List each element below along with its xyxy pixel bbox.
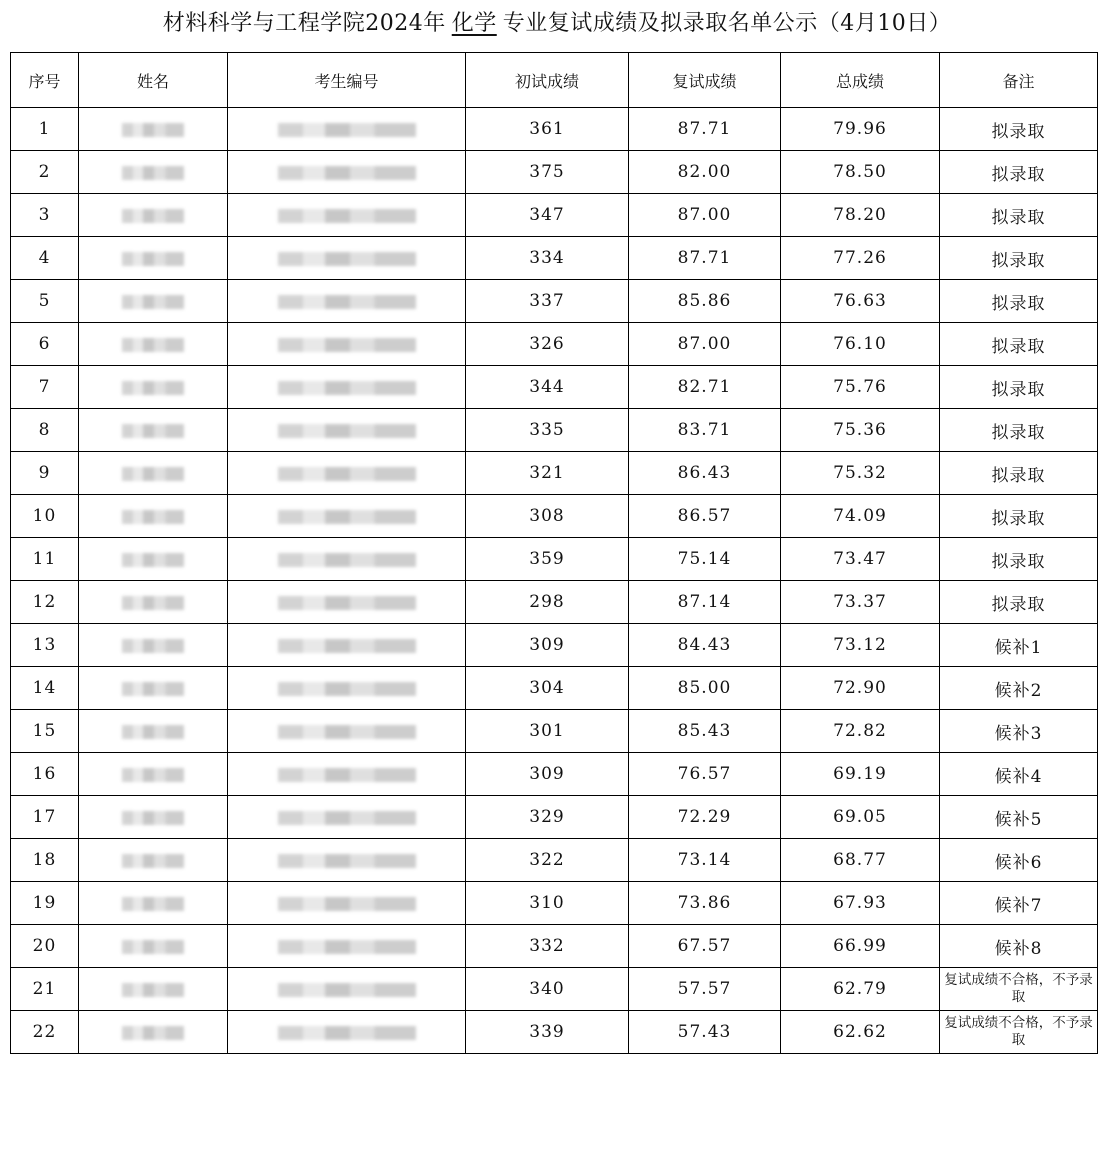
cell-retest-score: 84.43 (629, 624, 781, 667)
cell-note: 候补5 (940, 796, 1098, 839)
cell-index: 6 (11, 323, 79, 366)
table-row (11, 280, 1098, 323)
cell-retest-score: 87.14 (629, 581, 781, 624)
redacted-candidate-id (278, 338, 416, 352)
cell-total-score: 69.05 (781, 796, 940, 839)
cell-name (79, 280, 228, 323)
redacted-candidate-id (278, 381, 416, 395)
cell-total-score: 78.20 (781, 194, 940, 237)
cell-note: 拟录取 (940, 108, 1098, 151)
cell-retest-score: 87.00 (629, 323, 781, 366)
cell-total-score: 62.62 (781, 1011, 940, 1054)
cell-retest-score: 73.14 (629, 839, 781, 882)
redacted-name (122, 639, 184, 653)
cell-candidate-id (228, 323, 466, 366)
cell-retest-score: 87.00 (629, 194, 781, 237)
cell-total-score: 73.37 (781, 581, 940, 624)
cell-note: 拟录取 (940, 237, 1098, 280)
cell-index: 5 (11, 280, 79, 323)
cell-index: 22 (11, 1011, 79, 1054)
cell-name (79, 452, 228, 495)
cell-total-score: 75.76 (781, 366, 940, 409)
cell-initial-score: 340 (466, 968, 629, 1011)
cell-initial-score: 304 (466, 667, 629, 710)
cell-retest-score: 82.71 (629, 366, 781, 409)
cell-index: 13 (11, 624, 79, 667)
redacted-candidate-id (278, 295, 416, 309)
cell-note: 候补2 (940, 667, 1098, 710)
cell-candidate-id (228, 280, 466, 323)
cell-total-score: 72.90 (781, 667, 940, 710)
cell-initial-score: 361 (466, 108, 629, 151)
cell-name (79, 409, 228, 452)
cell-candidate-id (228, 667, 466, 710)
cell-candidate-id (228, 753, 466, 796)
redacted-name (122, 553, 184, 567)
redacted-candidate-id (278, 166, 416, 180)
cell-retest-score: 85.00 (629, 667, 781, 710)
redacted-name (122, 252, 184, 266)
redacted-candidate-id (278, 897, 416, 911)
table-row (11, 452, 1098, 495)
redacted-candidate-id (278, 768, 416, 782)
results-table (10, 52, 1098, 1054)
cell-initial-score: 329 (466, 796, 629, 839)
redacted-name (122, 123, 184, 137)
cell-candidate-id (228, 452, 466, 495)
cell-note: 候补1 (940, 624, 1098, 667)
cell-total-score: 68.77 (781, 839, 940, 882)
cell-initial-score: 308 (466, 495, 629, 538)
cell-candidate-id (228, 839, 466, 882)
cell-retest-score: 83.71 (629, 409, 781, 452)
table-row (11, 151, 1098, 194)
table-header-row (11, 53, 1098, 108)
cell-name (79, 753, 228, 796)
redacted-name (122, 682, 184, 696)
cell-name (79, 1011, 228, 1054)
redacted-candidate-id (278, 123, 416, 137)
cell-initial-score: 334 (466, 237, 629, 280)
cell-initial-score: 322 (466, 839, 629, 882)
cell-candidate-id (228, 581, 466, 624)
table-row (11, 839, 1098, 882)
cell-name (79, 882, 228, 925)
cell-initial-score: 298 (466, 581, 629, 624)
cell-initial-score: 375 (466, 151, 629, 194)
table-row (11, 667, 1098, 710)
cell-note: 候补8 (940, 925, 1098, 968)
col-header-name: 姓名 (79, 53, 228, 108)
cell-name (79, 323, 228, 366)
cell-index: 12 (11, 581, 79, 624)
cell-name (79, 108, 228, 151)
cell-initial-score: 344 (466, 366, 629, 409)
redacted-name (122, 897, 184, 911)
cell-note: 拟录取 (940, 409, 1098, 452)
cell-index: 11 (11, 538, 79, 581)
cell-candidate-id (228, 624, 466, 667)
cell-name (79, 151, 228, 194)
table-row (11, 925, 1098, 968)
cell-initial-score: 301 (466, 710, 629, 753)
cell-candidate-id (228, 151, 466, 194)
redacted-candidate-id (278, 553, 416, 567)
table-row (11, 581, 1098, 624)
redacted-name (122, 338, 184, 352)
cell-index: 19 (11, 882, 79, 925)
title-major: 化学 (451, 11, 497, 36)
redacted-name (122, 811, 184, 825)
cell-name (79, 968, 228, 1011)
page-title (0, 6, 1114, 37)
table-row (11, 108, 1098, 151)
table-row (11, 495, 1098, 538)
cell-name (79, 237, 228, 280)
cell-candidate-id (228, 710, 466, 753)
cell-note: 拟录取 (940, 194, 1098, 237)
cell-initial-score: 310 (466, 882, 629, 925)
col-header-total-score: 总成绩 (781, 53, 940, 108)
cell-note: 复试成绩不合格，不予录取 (940, 1011, 1098, 1054)
cell-name (79, 839, 228, 882)
table-row (11, 1011, 1098, 1054)
cell-retest-score: 87.71 (629, 108, 781, 151)
cell-total-score: 73.12 (781, 624, 940, 667)
redacted-name (122, 768, 184, 782)
redacted-name (122, 166, 184, 180)
redacted-candidate-id (278, 424, 416, 438)
cell-candidate-id (228, 1011, 466, 1054)
cell-candidate-id (228, 194, 466, 237)
cell-total-score: 75.32 (781, 452, 940, 495)
table-row (11, 796, 1098, 839)
cell-initial-score: 326 (466, 323, 629, 366)
cell-name (79, 581, 228, 624)
redacted-candidate-id (278, 209, 416, 223)
table-row (11, 366, 1098, 409)
col-header-index: 序号 (11, 53, 79, 108)
cell-initial-score: 347 (466, 194, 629, 237)
redacted-name (122, 381, 184, 395)
cell-name (79, 667, 228, 710)
redacted-name (122, 725, 184, 739)
cell-candidate-id (228, 968, 466, 1011)
cell-retest-score: 85.86 (629, 280, 781, 323)
cell-name (79, 538, 228, 581)
redacted-candidate-id (278, 639, 416, 653)
redacted-name (122, 596, 184, 610)
cell-note: 复试成绩不合格，不予录取 (940, 968, 1098, 1011)
cell-retest-score: 82.00 (629, 151, 781, 194)
cell-index: 18 (11, 839, 79, 882)
col-header-initial-score: 初试成绩 (466, 53, 629, 108)
cell-index: 17 (11, 796, 79, 839)
table-row (11, 237, 1098, 280)
cell-retest-score: 86.43 (629, 452, 781, 495)
cell-name (79, 366, 228, 409)
cell-total-score: 76.63 (781, 280, 940, 323)
cell-retest-score: 57.57 (629, 968, 781, 1011)
table-row (11, 753, 1098, 796)
cell-name (79, 624, 228, 667)
cell-candidate-id (228, 108, 466, 151)
table-row (11, 409, 1098, 452)
cell-retest-score: 73.86 (629, 882, 781, 925)
cell-index: 14 (11, 667, 79, 710)
cell-initial-score: 339 (466, 1011, 629, 1054)
cell-name (79, 495, 228, 538)
cell-index: 16 (11, 753, 79, 796)
col-header-note: 备注 (940, 53, 1098, 108)
cell-retest-score: 57.43 (629, 1011, 781, 1054)
table-row (11, 882, 1098, 925)
cell-note: 候补7 (940, 882, 1098, 925)
cell-name (79, 710, 228, 753)
cell-retest-score: 76.57 (629, 753, 781, 796)
table-body (11, 108, 1098, 1054)
cell-index: 15 (11, 710, 79, 753)
cell-note: 拟录取 (940, 151, 1098, 194)
cell-candidate-id (228, 796, 466, 839)
cell-total-score: 72.82 (781, 710, 940, 753)
cell-initial-score: 335 (466, 409, 629, 452)
cell-total-score: 74.09 (781, 495, 940, 538)
cell-total-score: 67.93 (781, 882, 940, 925)
cell-initial-score: 359 (466, 538, 629, 581)
redacted-candidate-id (278, 811, 416, 825)
redacted-name (122, 424, 184, 438)
title-prefix: 材料科学与工程学院2024年 (162, 11, 446, 36)
col-header-candidate-id: 考生编号 (228, 53, 466, 108)
cell-total-score: 77.26 (781, 237, 940, 280)
cell-note: 候补4 (940, 753, 1098, 796)
cell-candidate-id (228, 495, 466, 538)
cell-note: 拟录取 (940, 366, 1098, 409)
cell-initial-score: 309 (466, 753, 629, 796)
redacted-name (122, 1026, 184, 1040)
cell-index: 20 (11, 925, 79, 968)
cell-note: 拟录取 (940, 581, 1098, 624)
cell-candidate-id (228, 409, 466, 452)
cell-total-score: 66.99 (781, 925, 940, 968)
redacted-candidate-id (278, 510, 416, 524)
cell-note: 拟录取 (940, 538, 1098, 581)
redacted-candidate-id (278, 252, 416, 266)
cell-note: 候补6 (940, 839, 1098, 882)
cell-total-score: 69.19 (781, 753, 940, 796)
cell-name (79, 194, 228, 237)
cell-total-score: 75.36 (781, 409, 940, 452)
redacted-name (122, 467, 184, 481)
cell-retest-score: 85.43 (629, 710, 781, 753)
redacted-candidate-id (278, 725, 416, 739)
cell-index: 10 (11, 495, 79, 538)
cell-retest-score: 87.71 (629, 237, 781, 280)
table-row (11, 194, 1098, 237)
cell-index: 7 (11, 366, 79, 409)
redacted-candidate-id (278, 940, 416, 954)
cell-name (79, 796, 228, 839)
cell-initial-score: 332 (466, 925, 629, 968)
table-row (11, 624, 1098, 667)
cell-candidate-id (228, 538, 466, 581)
cell-initial-score: 321 (466, 452, 629, 495)
cell-note: 候补3 (940, 710, 1098, 753)
cell-initial-score: 337 (466, 280, 629, 323)
cell-index: 2 (11, 151, 79, 194)
cell-candidate-id (228, 366, 466, 409)
redacted-name (122, 209, 184, 223)
cell-total-score: 73.47 (781, 538, 940, 581)
redacted-name (122, 510, 184, 524)
table-row (11, 710, 1098, 753)
cell-index: 21 (11, 968, 79, 1011)
title-suffix: 专业复试成绩及拟录取名单公示（4月10日） (502, 11, 952, 36)
redacted-candidate-id (278, 682, 416, 696)
redacted-candidate-id (278, 596, 416, 610)
table-row (11, 323, 1098, 366)
redacted-candidate-id (278, 1026, 416, 1040)
redacted-name (122, 983, 184, 997)
cell-name (79, 925, 228, 968)
redacted-candidate-id (278, 983, 416, 997)
cell-index: 1 (11, 108, 79, 151)
col-header-retest-score: 复试成绩 (629, 53, 781, 108)
redacted-name (122, 295, 184, 309)
cell-index: 9 (11, 452, 79, 495)
cell-candidate-id (228, 237, 466, 280)
cell-initial-score: 309 (466, 624, 629, 667)
cell-index: 3 (11, 194, 79, 237)
redacted-name (122, 854, 184, 868)
cell-retest-score: 75.14 (629, 538, 781, 581)
cell-total-score: 76.10 (781, 323, 940, 366)
redacted-candidate-id (278, 467, 416, 481)
redacted-name (122, 940, 184, 954)
cell-retest-score: 67.57 (629, 925, 781, 968)
cell-retest-score: 72.29 (629, 796, 781, 839)
cell-total-score: 79.96 (781, 108, 940, 151)
cell-note: 拟录取 (940, 452, 1098, 495)
table-row (11, 538, 1098, 581)
cell-total-score: 62.79 (781, 968, 940, 1011)
cell-note: 拟录取 (940, 280, 1098, 323)
cell-note: 拟录取 (940, 495, 1098, 538)
cell-index: 8 (11, 409, 79, 452)
table-row (11, 968, 1098, 1011)
cell-total-score: 78.50 (781, 151, 940, 194)
cell-retest-score: 86.57 (629, 495, 781, 538)
cell-index: 4 (11, 237, 79, 280)
cell-candidate-id (228, 925, 466, 968)
cell-candidate-id (228, 882, 466, 925)
redacted-candidate-id (278, 854, 416, 868)
cell-note: 拟录取 (940, 323, 1098, 366)
